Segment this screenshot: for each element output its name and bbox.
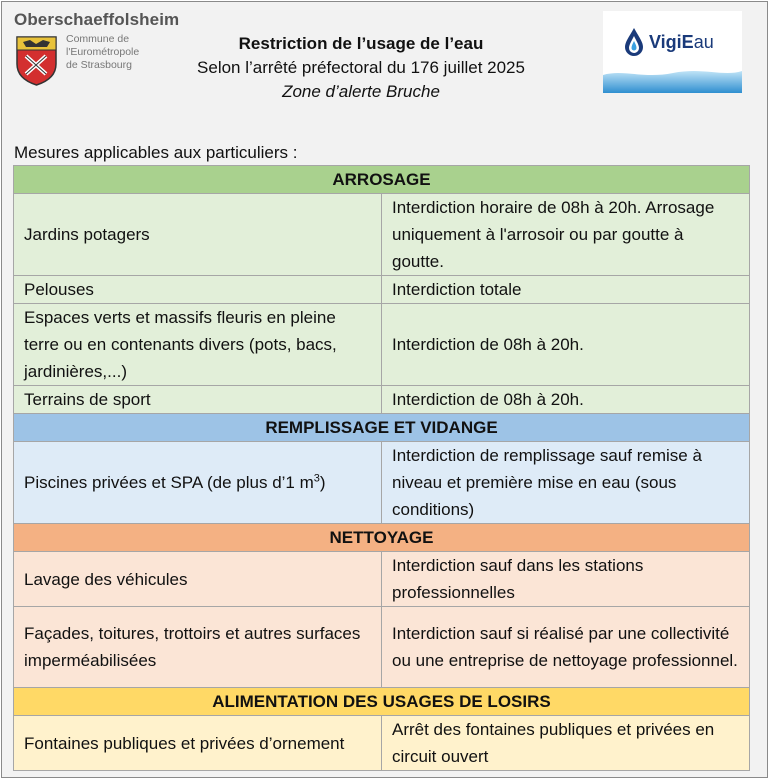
usage-cell: Fontaines publiques et privées d’ornement <box>14 716 382 771</box>
commune-crest-icon <box>14 34 59 86</box>
eurometropole-label <box>66 33 139 72</box>
brand-bold: VigiE <box>649 32 694 52</box>
measure-cell: Interdiction sauf si réalisé par une collectivité ou une entreprise de nettoyage professionnel. <box>382 607 750 688</box>
measure-cell: Interdiction horaire de 08h à 20h. Arrosage uniquement à l'arrosoir ou par goutte à goutte. <box>382 194 750 276</box>
section-header-arrosage: ARROSAGE <box>14 166 750 194</box>
commune-name: Oberschaeffolsheim <box>14 10 180 29</box>
usage-superscript: 3 <box>313 472 320 485</box>
usage-cell: Espaces verts et massifs fleuris en pleine terre ou en contenants divers (pots, bacs, jardinières,...) <box>14 304 382 386</box>
water-wave-icon <box>603 63 742 93</box>
ems-line: Commune de <box>66 33 130 45</box>
intro-text: Mesures applicables aux particuliers : <box>14 143 298 162</box>
page-subtitle: Selon l’arrêté préfectoral du 176 juillet 2025 <box>197 58 525 77</box>
section-header-loisirs: ALIMENTATION DES USAGES DE LOSIRS <box>14 688 750 716</box>
usage-cell <box>14 442 382 524</box>
usage-cell: Jardins potagers <box>14 194 382 276</box>
alert-zone: Zone d’alerte Bruche <box>282 82 440 101</box>
usage-cell: Lavage des véhicules <box>14 552 382 607</box>
usage-cell: Pelouses <box>14 276 382 304</box>
measure-cell: Interdiction de 08h à 20h. <box>382 304 750 386</box>
measure-cell: Interdiction totale <box>382 276 750 304</box>
ems-line: l'Eurométropole <box>66 46 140 58</box>
title-block <box>176 32 546 104</box>
measures-table <box>13 165 750 771</box>
usage-text: Piscines privées et SPA (de plus d’1 m <box>24 473 314 492</box>
measure-cell: Interdiction sauf dans les stations professionnelles <box>382 552 750 607</box>
page-title: Restriction de l’usage de l’eau <box>238 34 484 53</box>
section-header-remplissage: REMPLISSAGE ET VIDANGE <box>14 414 750 442</box>
ems-line: de Strasbourg <box>66 59 132 71</box>
usage-cell: Terrains de sport <box>14 386 382 414</box>
usage-text-end: ) <box>319 473 326 492</box>
measure-cell: Interdiction de remplissage sauf remise à niveau et première mise en eau (sous conditions) <box>382 442 750 524</box>
vigieau-logo <box>603 11 742 93</box>
brand-rest: au <box>693 32 714 52</box>
section-header-nettoyage: NETTOYAGE <box>14 524 750 552</box>
usage-cell: Façades, toitures, trottoirs et autres surfaces imperméabilisées <box>14 607 382 688</box>
water-drop-icon <box>623 27 645 57</box>
vigieau-brand <box>649 32 714 53</box>
measure-cell: Arrêt des fontaines publiques et privées en circuit ouvert <box>382 716 750 771</box>
measure-cell: Interdiction de 08h à 20h. <box>382 386 750 414</box>
